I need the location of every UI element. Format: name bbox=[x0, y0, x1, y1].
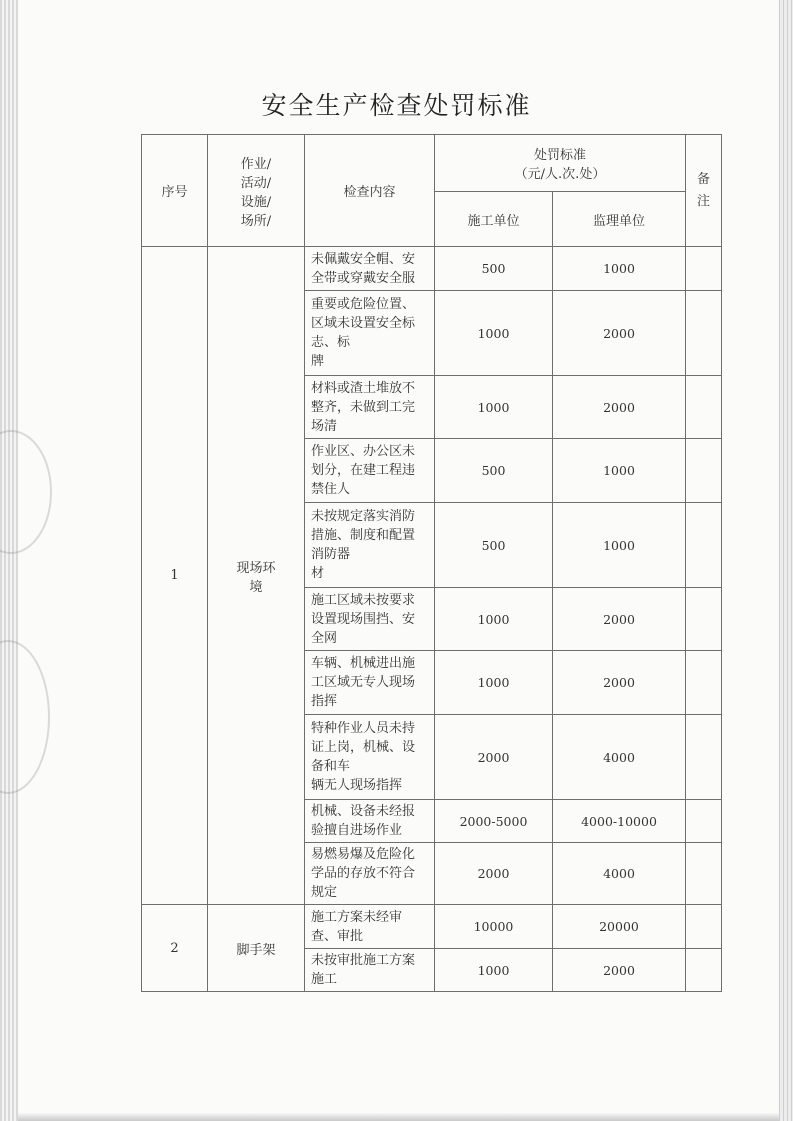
construction-penalty: 2000-5000 bbox=[435, 800, 553, 843]
remark-cell bbox=[686, 439, 722, 503]
supervision-penalty: 1000 bbox=[553, 503, 686, 588]
remark-cell bbox=[686, 905, 722, 949]
remark-cell bbox=[686, 651, 722, 715]
check-content: 易燃易爆及危险化 学品的存放不符合 规定 bbox=[305, 843, 435, 905]
check-content: 重要或危险位置、 区域未设置安全标 志、标 牌 bbox=[305, 291, 435, 376]
remark-cell bbox=[686, 247, 722, 291]
construction-penalty: 500 bbox=[435, 439, 553, 503]
supervision-penalty: 2000 bbox=[553, 651, 686, 715]
check-content: 特种作业人员未持 证上岗，机械、设 备和车 辆无人现场指挥 bbox=[305, 715, 435, 800]
header-construction-unit: 施工单位 bbox=[435, 192, 553, 247]
page-edge-left bbox=[0, 0, 18, 1121]
construction-penalty: 500 bbox=[435, 247, 553, 291]
supervision-penalty: 1000 bbox=[553, 439, 686, 503]
supervision-penalty: 4000 bbox=[553, 715, 686, 800]
supervision-penalty: 4000-10000 bbox=[553, 800, 686, 843]
supervision-penalty: 2000 bbox=[553, 588, 686, 651]
supervision-penalty: 4000 bbox=[553, 843, 686, 905]
header-activity: 作业/ 活动/ 设施/ 场所/ bbox=[208, 135, 305, 247]
check-content: 未按审批施工方案 施工 bbox=[305, 949, 435, 992]
group-activity: 现场环 境 bbox=[208, 247, 305, 905]
group-seq: 1 bbox=[142, 247, 208, 905]
header-supervision-unit: 监理单位 bbox=[553, 192, 686, 247]
construction-penalty: 2000 bbox=[435, 843, 553, 905]
construction-penalty: 1000 bbox=[435, 588, 553, 651]
check-content: 材料或渣土堆放不 整齐，未做到工完 场清 bbox=[305, 376, 435, 439]
construction-penalty: 10000 bbox=[435, 905, 553, 949]
check-content: 施工方案未经审 查、审批 bbox=[305, 905, 435, 949]
remark-cell bbox=[686, 376, 722, 439]
group-seq: 2 bbox=[142, 905, 208, 992]
check-content: 未佩戴安全帽、安 全带或穿戴安全服 bbox=[305, 247, 435, 291]
header-seq: 序号 bbox=[142, 135, 208, 247]
header-check-content: 检查内容 bbox=[305, 135, 435, 247]
table-row bbox=[142, 247, 722, 291]
supervision-penalty: 2000 bbox=[553, 949, 686, 992]
check-content: 车辆、机械进出施 工区域无专人现场 指挥 bbox=[305, 651, 435, 715]
remark-cell bbox=[686, 715, 722, 800]
remark-cell bbox=[686, 949, 722, 992]
check-content: 作业区、办公区未 划分，在建工程违 禁住人 bbox=[305, 439, 435, 503]
supervision-penalty: 2000 bbox=[553, 376, 686, 439]
penalty-standard-table bbox=[141, 134, 722, 992]
table-row bbox=[142, 905, 722, 949]
header-penalty-standard: 处罚标准 （元/人.次.处） bbox=[435, 135, 686, 192]
page-edge-bottom bbox=[18, 1113, 779, 1121]
remark-cell bbox=[686, 503, 722, 588]
remark-cell bbox=[686, 588, 722, 651]
supervision-penalty: 2000 bbox=[553, 291, 686, 376]
construction-penalty: 2000 bbox=[435, 715, 553, 800]
check-content: 未按规定落实消防 措施、制度和配置 消防器 材 bbox=[305, 503, 435, 588]
header-remarks: 备 注 bbox=[686, 135, 722, 247]
construction-penalty: 1000 bbox=[435, 949, 553, 992]
remark-cell bbox=[686, 800, 722, 843]
construction-penalty: 1000 bbox=[435, 376, 553, 439]
construction-penalty: 500 bbox=[435, 503, 553, 588]
check-content: 机械、设备未经报 验擅自进场作业 bbox=[305, 800, 435, 843]
group-activity: 脚手架 bbox=[208, 905, 305, 992]
remark-cell bbox=[686, 843, 722, 905]
check-content: 施工区域未按要求 设置现场围挡、安 全网 bbox=[305, 588, 435, 651]
page-edge-right bbox=[779, 0, 793, 1121]
construction-penalty: 1000 bbox=[435, 651, 553, 715]
page-title: 安全生产检查处罚标准 bbox=[261, 91, 532, 120]
construction-penalty: 1000 bbox=[435, 291, 553, 376]
supervision-penalty: 1000 bbox=[553, 247, 686, 291]
remark-cell bbox=[686, 291, 722, 376]
supervision-penalty: 20000 bbox=[553, 905, 686, 949]
